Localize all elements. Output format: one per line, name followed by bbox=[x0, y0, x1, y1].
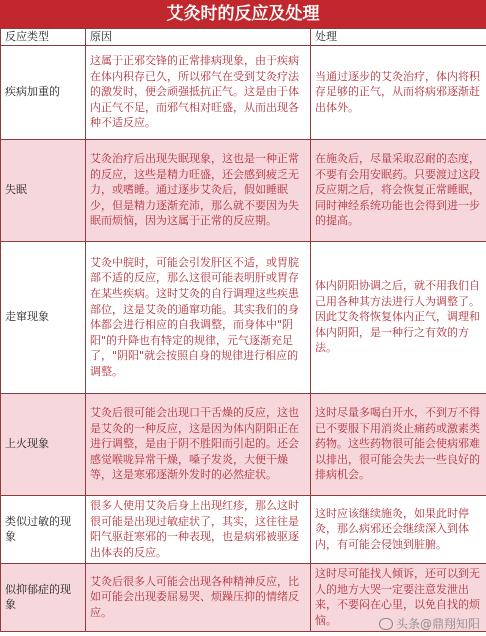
reaction-type: 疾病加重的 bbox=[1, 45, 86, 139]
chat-bubble-icon bbox=[379, 618, 393, 630]
table-header-row bbox=[1, 29, 486, 46]
table-row bbox=[1, 45, 486, 139]
table-row bbox=[1, 139, 486, 241]
watermark-text: 头条@鼎翔知阳 bbox=[395, 617, 480, 631]
reaction-type: 类似过敏的现象 bbox=[1, 495, 86, 563]
reaction-type: 走窜现象 bbox=[1, 241, 86, 393]
page-title: 艾灸时的反应及处理 bbox=[0, 0, 486, 28]
reaction-reason: 艾灸治疗后出现失眠现象，这也是一种正常的反应，这些是精力旺盛，还会感到疲乏无力，或嗜睡。通过逐步艾灸后，假如睡眠少，但是精力逐渐充沛，那么就不要因为失眠而烦恼，因为这属于正常的反应期。 bbox=[86, 139, 311, 241]
reaction-handling: 当通过逐步的艾灸治疗，体内将积存足够的正气，从而将病邪逐渐赶出体外。 bbox=[311, 45, 486, 139]
watermark bbox=[379, 615, 480, 632]
reaction-handling: 体内阴阳协调之后，就不用我们自己用各种其方法进行人为调整了。因此艾灸将恢复体内正气，调理和体内阴阳，是一种行之有效的方法。 bbox=[311, 241, 486, 393]
reaction-type: 似抑郁症的现象 bbox=[1, 563, 86, 631]
table-row bbox=[1, 495, 486, 563]
header-handling: 处理 bbox=[311, 29, 486, 46]
reaction-handling: 这时尽量多喝白开水，不到万不得已不要服下用消炎止痛药或激素类药物。这些药物很可能会使病邪难以排出，很可能会失去一些良好的排病机会。 bbox=[311, 393, 486, 495]
reaction-table bbox=[0, 28, 486, 632]
reaction-type: 上火现象 bbox=[1, 393, 86, 495]
reaction-reason: 艾灸中脘时，可能会引发肝区不适，或胃脘部不适的反应，那么这很可能表明肝或胃存在某些疾病。这时艾灸的自行调理这些疾患部位，这是艾灸的通窜功能。其实我们的身体都会进行相应的自我调整，而身体中"阴阳"的升降也有特定的规律，元气逐渐充足了，"阴阳"就会按照自身的规律进行相应的调整。 bbox=[86, 241, 311, 393]
header-type: 反应类型 bbox=[1, 29, 86, 46]
table-row bbox=[1, 241, 486, 393]
table-row bbox=[1, 393, 486, 495]
reaction-type: 失眠 bbox=[1, 139, 86, 241]
reaction-handling: 在施灸后，尽量采取忍耐的态度，不要有会用安眠药。只要渡过这段反应期之后，将会恢复正常睡眠，同时神经系统功能也会得到进一步的提高。 bbox=[311, 139, 486, 241]
reaction-reason: 这属于正邪交锋的正常排病现象，由于疾病在体内积存已久，所以邪气在受到艾灸疗法的激发时，便会顽强抵抗正气。这是由于体内正气不足，而邪气相对旺盛，从而出现各种不适反应。 bbox=[86, 45, 311, 139]
reaction-reason: 艾灸后很多人可能会出现各种精神反应，比如可能会出现委屈易哭、烦躁压抑的情绪反应。 bbox=[86, 563, 311, 631]
reaction-handling: 这时尽可能找人倾诉，还可以到无人的地方大哭一定要注意发泄出来，不要闷在心里，以免自找的烦恼。 bbox=[311, 563, 486, 631]
reaction-reason: 艾灸后很可能会出现口干舌燥的反应，这也是艾灸的一种反应，这是因为体内阴阳正在进行调整，是由于阴不胜阳而引起的。还会感觉喉咙异常干燥，嗓子发炎，大便干燥等，这是寒邪逐渐外发时的必然症状。 bbox=[86, 393, 311, 495]
reaction-handling: 这时应该继续施灸，如果此时停灸，那么病邪还会继续深入到体内，有可能会侵蚀到脏腑。 bbox=[311, 495, 486, 563]
header-reason: 原因 bbox=[86, 29, 311, 46]
reaction-reason: 很多人使用艾灸后身上出现红疹，那么这时很可能是出现过敏症状了，其实，这往往是阳气驱赶寒邪的一种表现，也是病邪被驱逐出体表的反应。 bbox=[86, 495, 311, 563]
